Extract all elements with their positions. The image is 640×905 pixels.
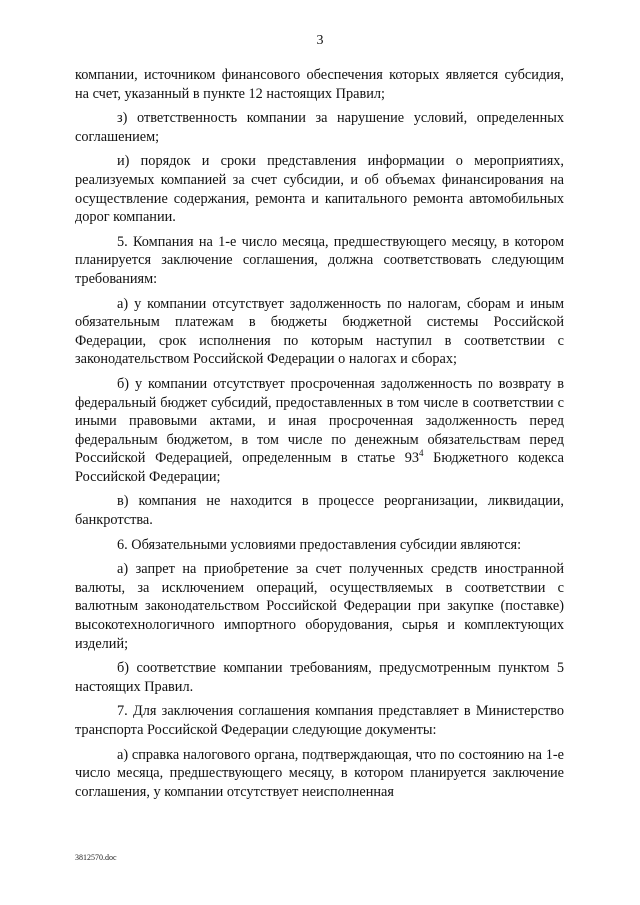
paragraph-item-i: и) порядок и сроки представления информации о мероприятиях, реализуемых компанией за счет субсидии, и об объемах финансирования на осуществление содержания, ремонта и капитального ремонта автомобильных дорог компании.	[75, 153, 564, 226]
paragraph-clause-5-b	[75, 375, 564, 487]
paragraph-clause-5: 5. Компания на 1-е число месяца, предшествующего месяцу, в котором планируется заключение соглашения, должна соответствовать следующим требованиям:	[75, 233, 564, 287]
footer-filename: 3812570.doc	[75, 853, 117, 862]
paragraph-clause-5-b-tail: Бюджетного кодекса Российской Федерации;	[75, 450, 564, 485]
paragraph-clause-5-b-text: б) у компании отсутствует просроченная задолженность по возврату в федеральный бюджет субсидий, предоставленных в том числе в соответствии с иными правовыми актами, и иная просроченная задолженность перед федеральным бюджетом, в том числе по денежным обязательствам перед Российской Федерацией, определенным в статье 93	[75, 375, 564, 467]
paragraph-clause-6-b: б) соответствие компании требованиям, предусмотренным пунктом 5 настоящих Правил.	[75, 660, 564, 695]
paragraph-clause-6-a: а) запрет на приобретение за счет полученных средств иностранной валюты, за исключением операций, осуществляемых в соответствии с валютным законодательством Российской Федерации при закупке (поставке) высокотехнологичного импортного оборудования, сырья и комплектующих изделий;	[75, 561, 564, 652]
paragraph-clause-7: 7. Для заключения соглашения компания представляет в Министерство транспорта Российской Федерации следующие документы:	[75, 703, 564, 738]
paragraph-clause-5-a: а) у компании отсутствует задолженность по налогам, сборам и иным обязательным платежам в бюджеты бюджетной системы Российской Федерации, срок исполнения по которым наступил в соответствии с законодательством Российской Федерации о налогах и сборах;	[75, 295, 564, 368]
paragraph-continuation: компании, источником финансового обеспечения которых является субсидия, на счет, указанный в пункте 12 настоящих Правил;	[75, 67, 564, 102]
document-body	[75, 66, 564, 807]
page-number: 3	[316, 33, 324, 48]
paragraph-item-z: з) ответственность компании за нарушение условий, определенных соглашением;	[75, 110, 564, 145]
article-superscript: 4	[419, 448, 424, 459]
paragraph-clause-5-v: в) компания не находится в процессе реорганизации, ликвидации, банкротства.	[75, 493, 564, 529]
paragraph-clause-7-a: а) справка налогового органа, подтверждающая, что по состоянию на 1-е число месяца, предшествующего месяцу, в котором планируется заключение соглашения, у компании отсутствует неисполненная	[75, 746, 564, 800]
paragraph-clause-6: 6. Обязательными условиями предоставления субсидии являются:	[117, 536, 522, 553]
